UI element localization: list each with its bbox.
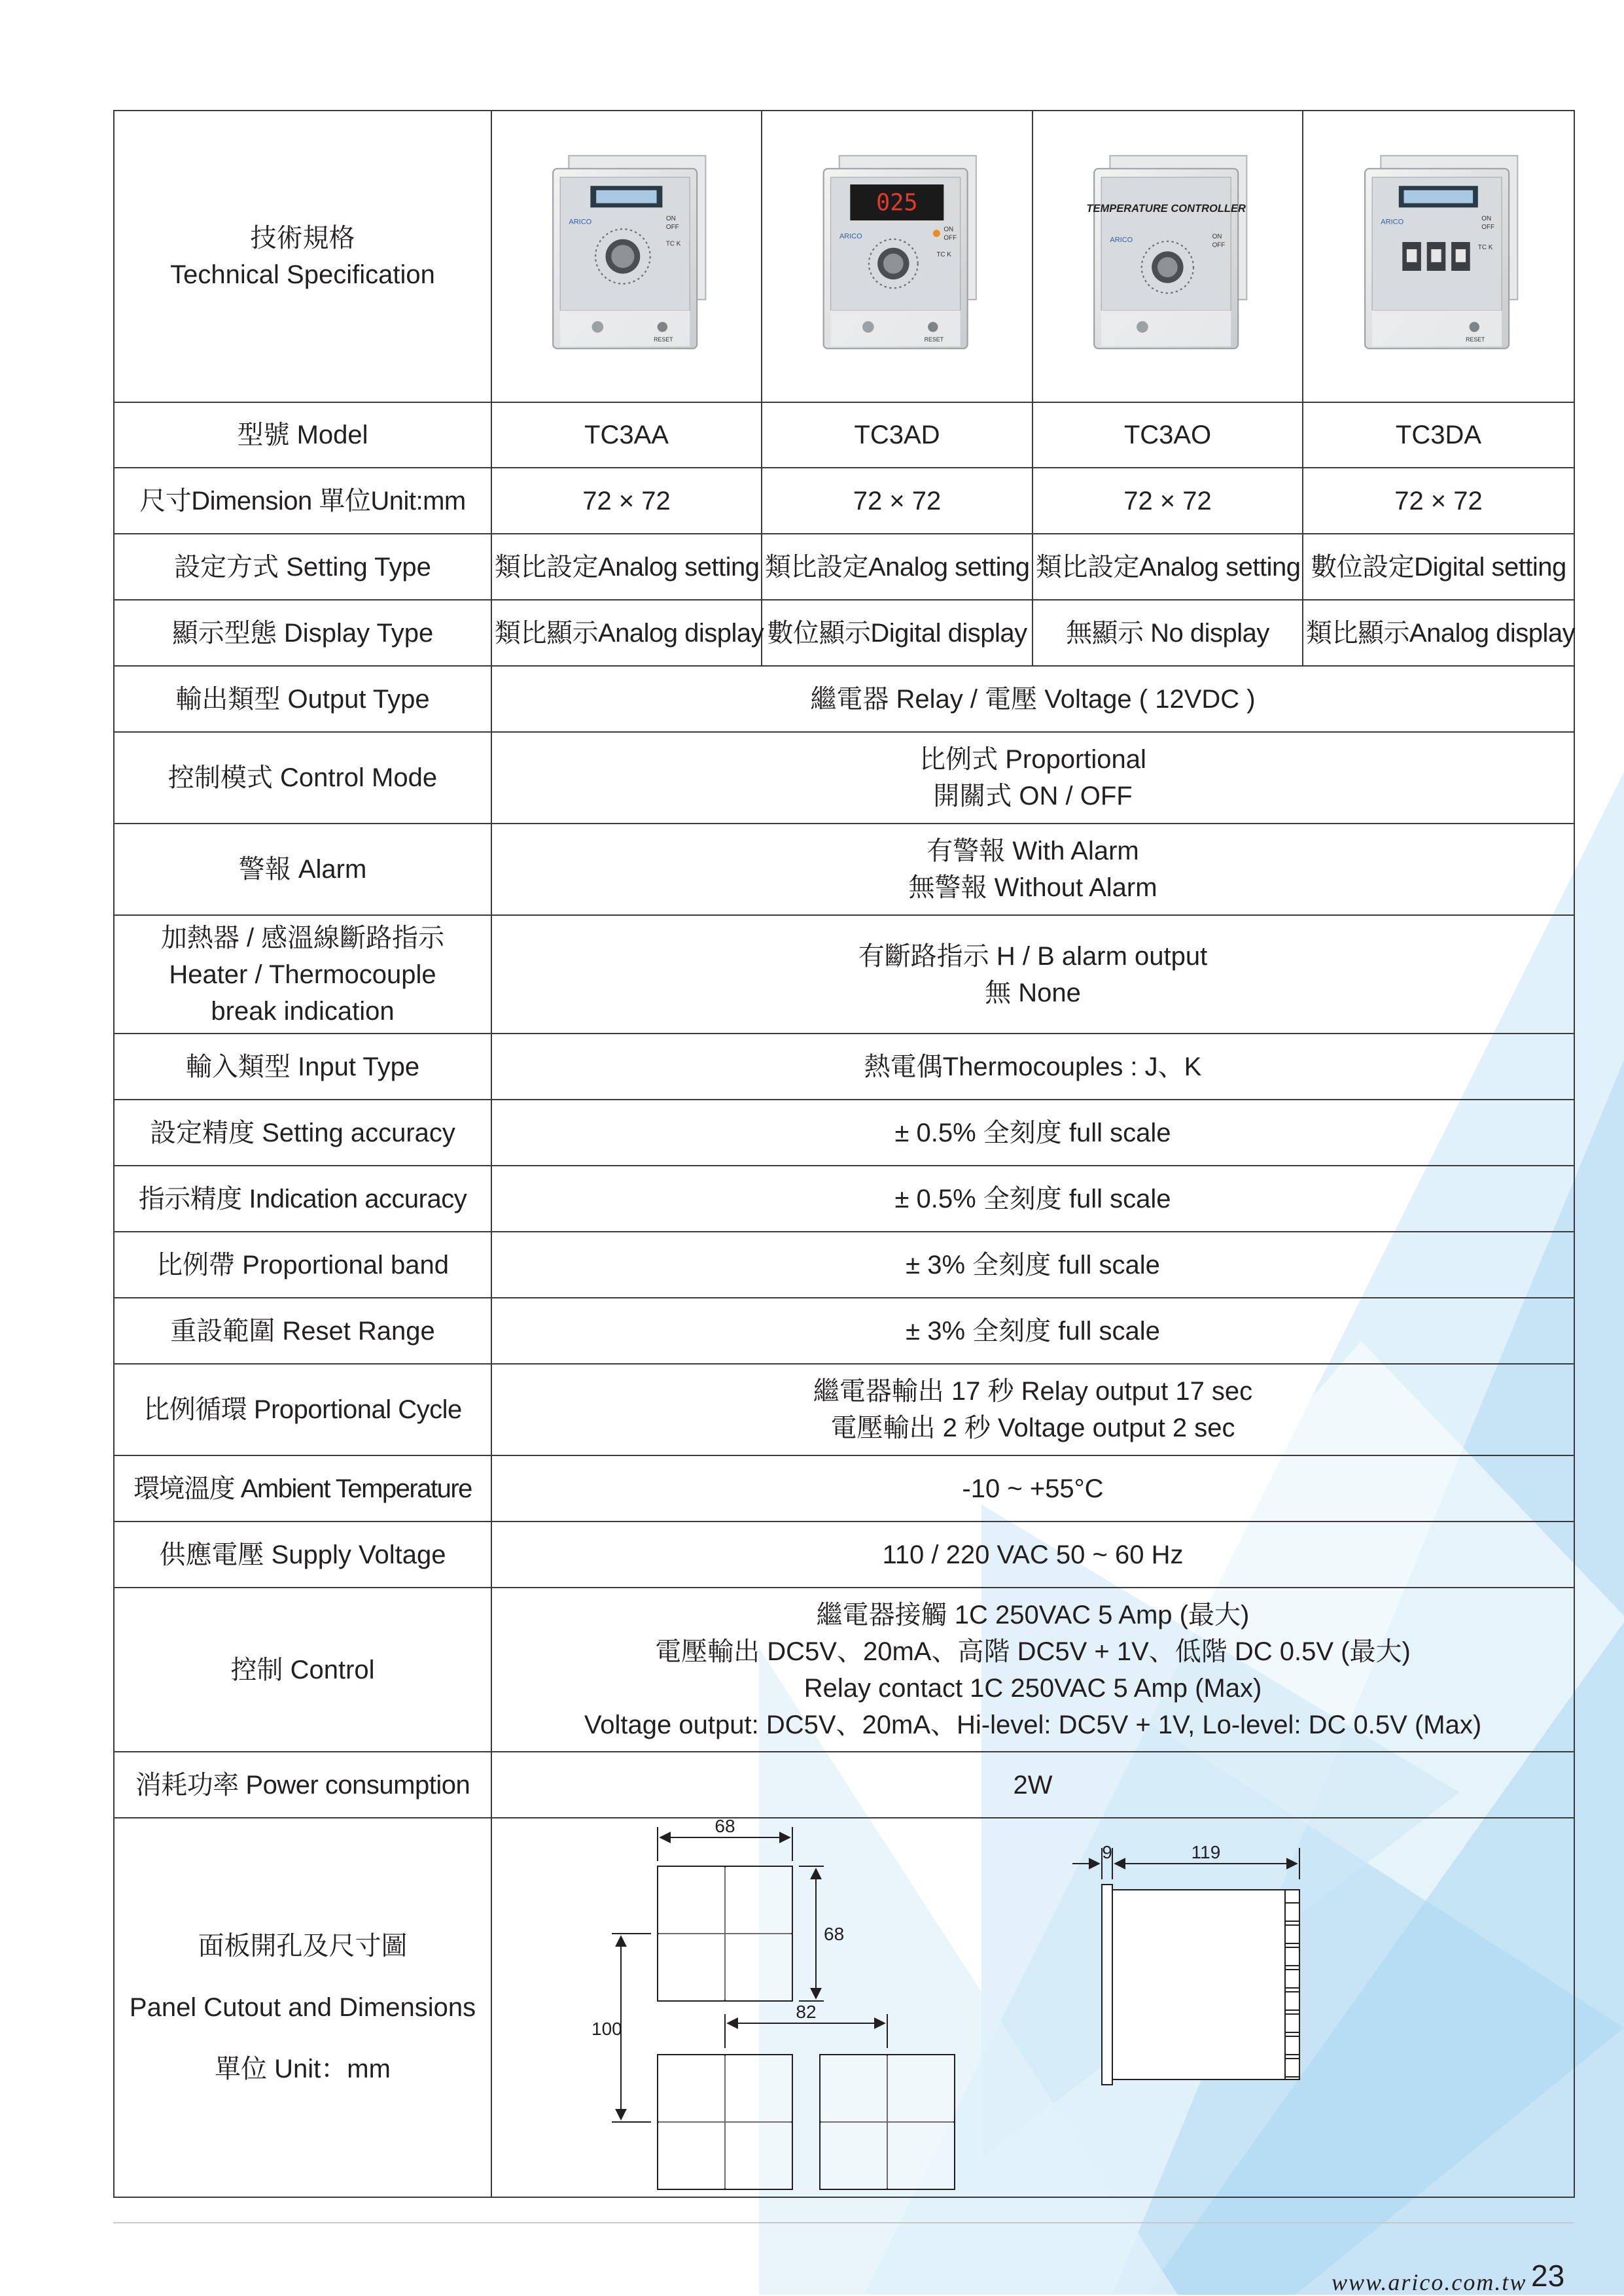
model-name: TC3AD [762, 402, 1033, 468]
input-type-value: 熱電偶Thermocouples : J、K [491, 1034, 1574, 1100]
row-label: 控制模式 Control Mode [114, 732, 491, 824]
photo-brand-label: ARICO [1381, 218, 1404, 226]
dim-label-body-depth: 119 [1191, 1842, 1220, 1862]
row-label [114, 1818, 491, 2197]
row-label: 環境溫度 Ambient Temperature [114, 1455, 491, 1522]
model-name: TC3DA [1303, 402, 1574, 468]
row-control-mode [114, 732, 1574, 824]
row-indication-accuracy [114, 1166, 1574, 1232]
row-label: 顯示型態 Display Type [114, 600, 491, 666]
header-title-cell [114, 111, 491, 402]
row-proportional-cycle [114, 1364, 1574, 1455]
dimension-value: 72 × 72 [491, 468, 762, 534]
row-output-type [114, 666, 1574, 732]
label-line: break indication [211, 996, 395, 1026]
photo-label-tck: TC K [936, 251, 952, 258]
header-title-en: Technical Specification [170, 260, 435, 289]
proportional-band-value: ± 3% 全刻度 full scale [491, 1232, 1574, 1298]
row-display-type [114, 600, 1574, 666]
product-photo-cell [491, 111, 762, 402]
footer-divider [113, 2222, 1574, 2223]
label-line: 加熱器 / 感溫線斷路指示 [160, 923, 445, 952]
value-line: 繼電器接觸 1C 250VAC 5 Amp (最大) [816, 1600, 1250, 1629]
reset-range-value: ± 3% 全刻度 full scale [491, 1298, 1574, 1364]
setting-type-value: 類比設定Analog setting [762, 534, 1033, 600]
header-title-zh: 技術規格 [250, 224, 355, 252]
dim-label-pitch-vertical: 100 [591, 2019, 622, 2039]
setting-type-value: 類比設定Analog setting [1033, 534, 1303, 600]
row-alarm [114, 824, 1574, 915]
model-name: TC3AA [491, 402, 762, 468]
photo-label-off: OFF [1481, 224, 1495, 232]
photo-face-text: TEMPERATURE CONTROLLER [1086, 202, 1246, 215]
break-indication-value [491, 915, 1574, 1034]
photo-reset-label: RESET [1466, 336, 1485, 343]
label-line: Heater / Thermocouple [169, 960, 436, 989]
setting-accuracy-value: ± 0.5% 全刻度 full scale [491, 1100, 1574, 1166]
label-line: 單位 Unit：mm [215, 2055, 391, 2083]
row-label: 尺寸Dimension 單位Unit:mm [114, 468, 491, 534]
value-line: 繼電器輸出 17 秒 Relay output 17 sec [813, 1377, 1253, 1406]
photo-label-off: OFF [1212, 241, 1226, 249]
row-label: 輸入類型 Input Type [114, 1034, 491, 1100]
value-line: 無 None [985, 978, 1081, 1007]
row-label: 消耗功率 Power consumption [114, 1752, 491, 1818]
digital-setting-controller-photo-icon [1316, 148, 1561, 364]
row-label: 輸出類型 Output Type [114, 666, 491, 732]
page-number: 23 [1531, 2259, 1565, 2293]
row-setting-type [114, 534, 1574, 600]
value-line: 電壓輸出 DC5V、20mA、高階 DC5V + 1V、低階 DC 0.5V (最大) [655, 1637, 1411, 1666]
row-label: 比例帶 Proportional band [114, 1232, 491, 1298]
row-input-type [114, 1034, 1574, 1100]
control-mode-value [491, 732, 1574, 824]
row-label: 重設範圍 Reset Range [114, 1298, 491, 1364]
spec-table [113, 110, 1575, 2198]
product-photo-cell [1033, 111, 1303, 402]
photo-label-on: ON [1212, 233, 1222, 241]
photo-reset-label: RESET [654, 336, 673, 343]
photo-brand-label: ARICO [1110, 236, 1133, 244]
value-line: 有警報 With Alarm [927, 837, 1139, 865]
output-type-value: 繼電器 Relay / 電壓 Voltage ( 12VDC ) [491, 666, 1574, 732]
row-supply-voltage [114, 1522, 1574, 1588]
photo-label-on: ON [944, 226, 954, 234]
value-line: 電壓輸出 2 秒 Voltage output 2 sec [830, 1414, 1235, 1442]
row-label [114, 915, 491, 1034]
value-line: 開關式 ON / OFF [933, 782, 1133, 810]
product-photo-cell [762, 111, 1033, 402]
row-proportional-band [114, 1232, 1574, 1298]
dimension-value: 72 × 72 [1033, 468, 1303, 534]
setting-type-value: 數位設定Digital setting [1303, 534, 1574, 600]
dim-label-pitch-horizontal: 82 [795, 2002, 817, 2022]
value-line: 比例式 Proportional [919, 745, 1146, 774]
value-line: Relay contact 1C 250VAC 5 Amp (Max) [803, 1673, 1262, 1703]
control-value [491, 1588, 1574, 1752]
digital-controller-photo-icon [775, 148, 1019, 364]
photo-label-off: OFF [944, 234, 957, 242]
row-reset-range [114, 1298, 1574, 1364]
photo-brand-label: ARICO [839, 232, 862, 241]
label-line: 面板開孔及尺寸圖 [198, 1932, 408, 1960]
row-ambient-temperature [114, 1455, 1574, 1522]
row-power-consumption [114, 1752, 1574, 1818]
photo-label-off: OFF [666, 224, 679, 232]
panel-cutout-diagram [497, 1819, 1570, 2196]
value-line: 無警報 Without Alarm [908, 873, 1157, 902]
dim-label-front-depth: 9 [1101, 1842, 1112, 1862]
photo-label-on: ON [666, 215, 676, 222]
row-label: 比例循環 Proportional Cycle [114, 1364, 491, 1455]
dim-label-width: 68 [714, 1819, 735, 1836]
no-display-controller-photo-icon [1046, 148, 1289, 364]
photo-display-text: 025 [876, 189, 918, 217]
dimension-diagram-cell [491, 1818, 1574, 2197]
display-type-value: 無顯示 No display [1033, 600, 1303, 666]
row-label: 指示精度 Indication accuracy [114, 1166, 491, 1232]
display-type-value: 數位顯示Digital display [762, 600, 1033, 666]
row-label: 供應電壓 Supply Voltage [114, 1522, 491, 1588]
proportional-cycle-value [491, 1364, 1574, 1455]
row-setting-accuracy [114, 1100, 1574, 1166]
photo-label-on: ON [1481, 215, 1492, 222]
dimension-value: 72 × 72 [1303, 468, 1574, 534]
row-label: 設定精度 Setting accuracy [114, 1100, 491, 1166]
row-label: 警報 Alarm [114, 824, 491, 915]
website-url: www.arico.com.tw [1332, 2269, 1527, 2295]
photo-reset-label: RESET [924, 336, 944, 343]
supply-voltage-value: 110 / 220 VAC 50 ~ 60 Hz [491, 1522, 1574, 1588]
analog-controller-photo-icon [505, 148, 748, 364]
value-line: Voltage output: DC5V、20mA、Hi-level: DC5V + 1V, Lo-level: DC 0.5V (Max) [584, 1710, 1482, 1739]
dim-label-height: 68 [823, 1924, 844, 1944]
photo-label-tck: TC K [1478, 244, 1493, 251]
alarm-value [491, 824, 1574, 915]
row-dimension [114, 468, 1574, 534]
display-type-value: 類比顯示Analog display [1303, 600, 1574, 666]
row-label: 控制 Control [114, 1588, 491, 1752]
ambient-temperature-value: -10 ~ +55°C [491, 1455, 1574, 1522]
row-control [114, 1588, 1574, 1752]
setting-type-value: 類比設定Analog setting [491, 534, 762, 600]
product-photo-cell [1303, 111, 1574, 402]
row-model [114, 402, 1574, 468]
indication-accuracy-value: ± 0.5% 全刻度 full scale [491, 1166, 1574, 1232]
display-type-value: 類比顯示Analog display [491, 600, 762, 666]
photo-brand-label: ARICO [569, 218, 592, 226]
photo-label-tck: TC K [666, 240, 681, 248]
row-panel-cutout [114, 1818, 1574, 2197]
row-label: 設定方式 Setting Type [114, 534, 491, 600]
power-consumption-value: 2W [491, 1752, 1574, 1818]
header-row [114, 111, 1574, 402]
label-line: Panel Cutout and Dimensions [129, 1993, 476, 2022]
model-name: TC3AO [1033, 402, 1303, 468]
dimension-value: 72 × 72 [762, 468, 1033, 534]
row-label: 型號 Model [114, 402, 491, 468]
row-break-indication [114, 915, 1574, 1034]
value-line: 有斷路指示 H / B alarm output [858, 941, 1208, 971]
